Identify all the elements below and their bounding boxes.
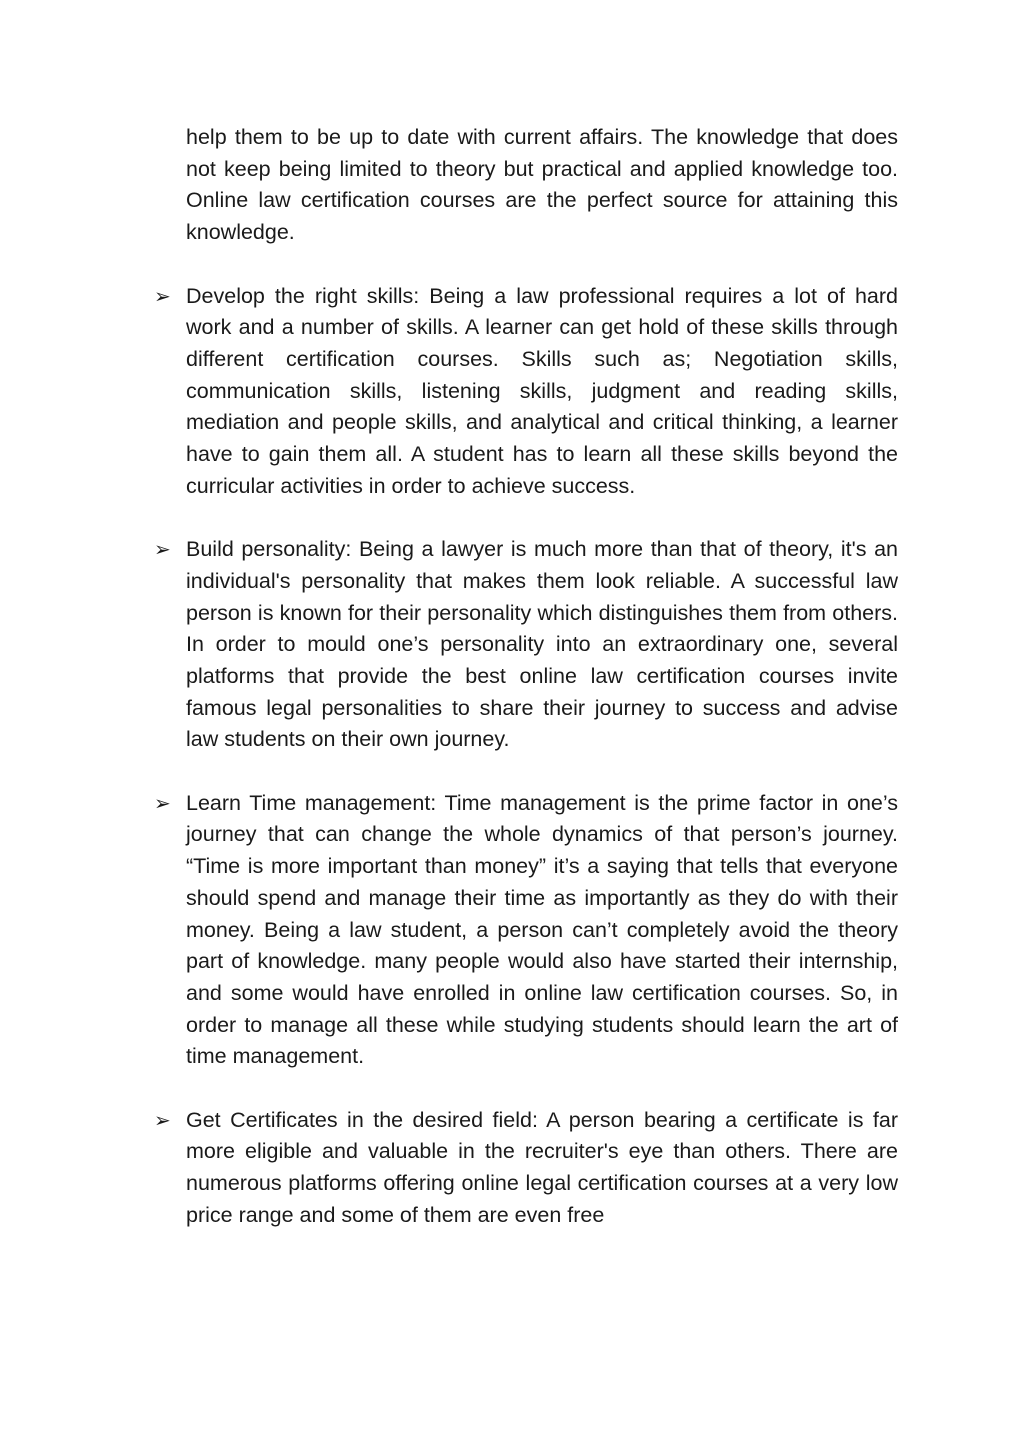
document-body bbox=[154, 122, 898, 1232]
bullet-text: Develop the right skills: Being a law professional requires a lot of hard work and a number of skills. A learner can get hold of these skills through different certification courses. Skills such as; Negotiation skills, communication skills, listening skills, judgment and reading skills, mediation and people skills, and analytical and critical thinking, a learner have to gain them all. A student has to learn all these skills beyond the curricular activities in order to achieve success. bbox=[186, 283, 898, 498]
bullet-text: Learn Time management: Time management is the prime factor in one’s journey that can change the whole dynamics of that person’s journey. “Time is more important than money” it’s a saying that tells that everyone should spend and manage their time as importantly as they do with their money. Being a law student, a person can’t completely avoid the theory part of knowledge. many people would also have started their internship, and some would have enrolled in online law certification courses. So, in order to manage all these while studying students should learn the art of time management. bbox=[186, 790, 898, 1069]
arrow-bullet-icon: ➢ bbox=[154, 537, 171, 562]
bullet-item-certificates bbox=[154, 1105, 898, 1232]
bullet-text: Build personality: Being a lawyer is much more than that of theory, it's an individual's personality that makes them look reliable. A successful law person is known for their personality which distinguishes them from others. In order to mould one’s personality into an extraordinary one, several platforms that provide the best online law certification courses invite famous legal personalities to share their journey to success and advise law students on their own journey. bbox=[186, 537, 898, 752]
bullet-item-skills bbox=[154, 281, 898, 503]
arrow-bullet-icon: ➢ bbox=[154, 790, 171, 815]
arrow-bullet-icon: ➢ bbox=[154, 283, 171, 308]
bullet-item-time-management bbox=[154, 788, 898, 1073]
bullet-text: Get Certificates in the desired field: A person bearing a certificate is far more eligible and valuable in the recruiter's eye than others. There are numerous platforms offering online legal certification courses at a very low price range and some of them are even free bbox=[186, 1107, 898, 1227]
arrow-bullet-icon: ➢ bbox=[154, 1107, 171, 1132]
bullet-item-personality bbox=[154, 534, 898, 756]
intro-paragraph: help them to be up to date with current affairs. The knowledge that does not keep being limited to theory but practical and applied knowledge too. Online law certification courses are the perfect source for attaining this knowledge. bbox=[186, 125, 898, 245]
